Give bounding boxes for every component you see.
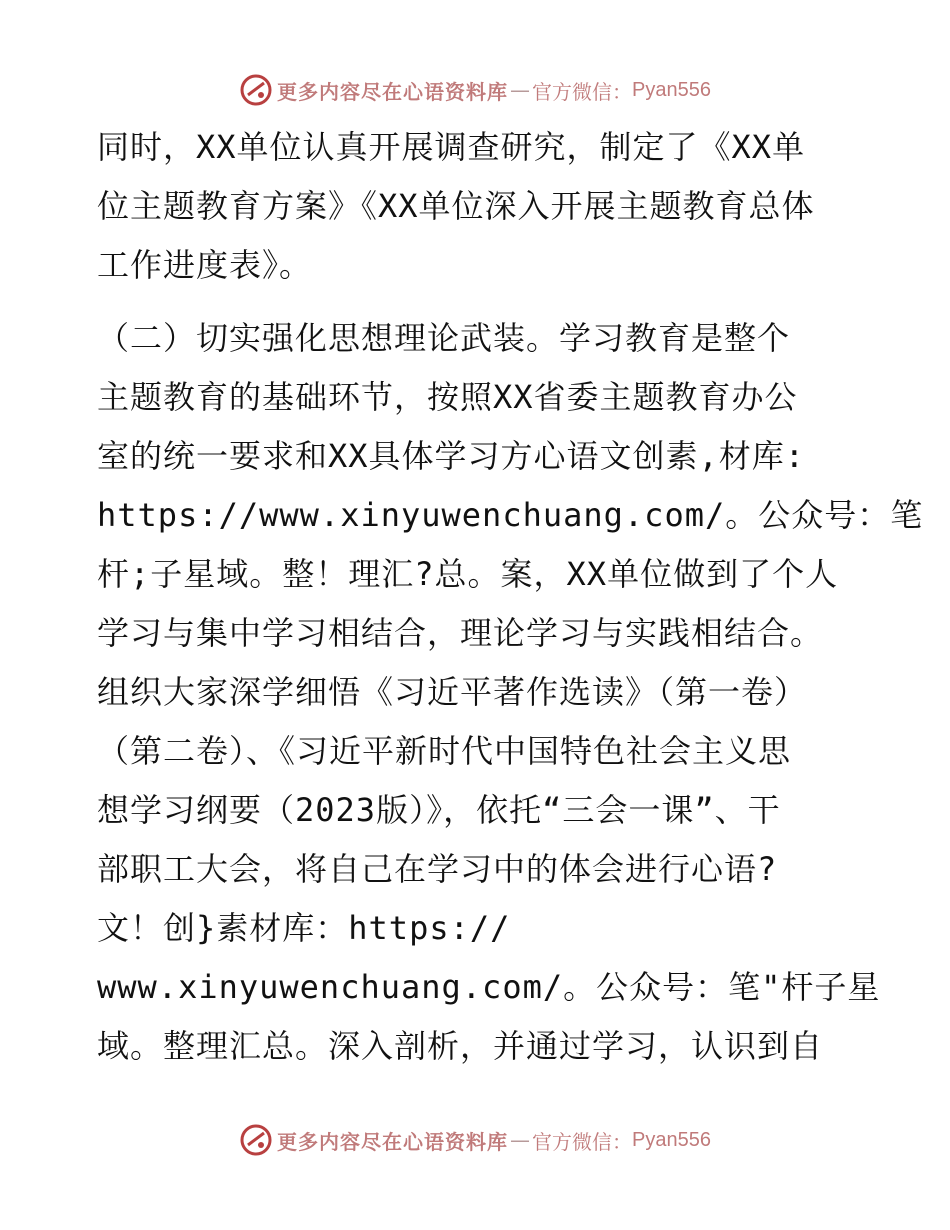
header-watermark: [0, 70, 950, 110]
watermark-wechat-id: Pyan556: [632, 78, 711, 101]
body-line: 部职工大会，将自己在学习中的体会进行心语?: [97, 850, 778, 888]
body-line: 组织大家深学细悟《习近平著作选读》（第一卷）: [97, 673, 808, 711]
body-line: 室的统一要求和XX具体学习方心语文创素,材库:: [97, 437, 806, 475]
body-line: 位主题教育方案》《XX单位深入开展主题教育总体: [97, 187, 815, 225]
seal-logo-icon: [239, 73, 273, 107]
body-line: www.xinyuwenchuang.com/。公众号：笔"杆子星: [97, 968, 881, 1006]
body-line: 同时，XX单位认真开展调查研究，制定了《XX单: [97, 128, 806, 166]
body-line: （二）切实强化思想理论武装。学习教育是整个: [97, 319, 791, 357]
body-line: 想学习纲要（2023版）》，依托“三会一课”、干: [97, 791, 781, 829]
document-body: [97, 118, 924, 1076]
watermark-wechat-id: Pyan556: [632, 1128, 711, 1151]
body-line: https://www.xinyuwenchuang.com/。公众号：笔: [97, 496, 924, 534]
watermark-separator: —: [510, 78, 531, 102]
body-line: 学习与集中学习相结合，理论学习与实践相结合。: [97, 614, 824, 652]
body-line: 域。整理汇总。深入剖析，并通过学习，认识到自: [97, 1027, 824, 1065]
footer-watermark: [0, 1120, 950, 1160]
body-line: 工作进度表》。: [97, 246, 313, 284]
seal-logo-icon: [239, 1123, 273, 1157]
body-line: 主题教育的基础环节，按照XX省委主题教育办公: [97, 378, 798, 416]
body-line: 杆;子星域。整！理汇?总。案，XX单位做到了个人: [97, 555, 839, 593]
watermark-separator: —: [510, 1128, 531, 1152]
body-line: （第二卷）、《习近平新时代中国特色社会主义思: [97, 732, 792, 770]
body-line: 文！创}素材库：https://: [97, 909, 511, 947]
watermark-wechat-label: 官方微信：: [532, 79, 633, 104]
watermark-wechat-label: 官方微信：: [532, 1129, 633, 1154]
watermark-site: 更多内容尽在心语资料库: [277, 79, 509, 104]
watermark-site: 更多内容尽在心语资料库: [277, 1129, 509, 1154]
